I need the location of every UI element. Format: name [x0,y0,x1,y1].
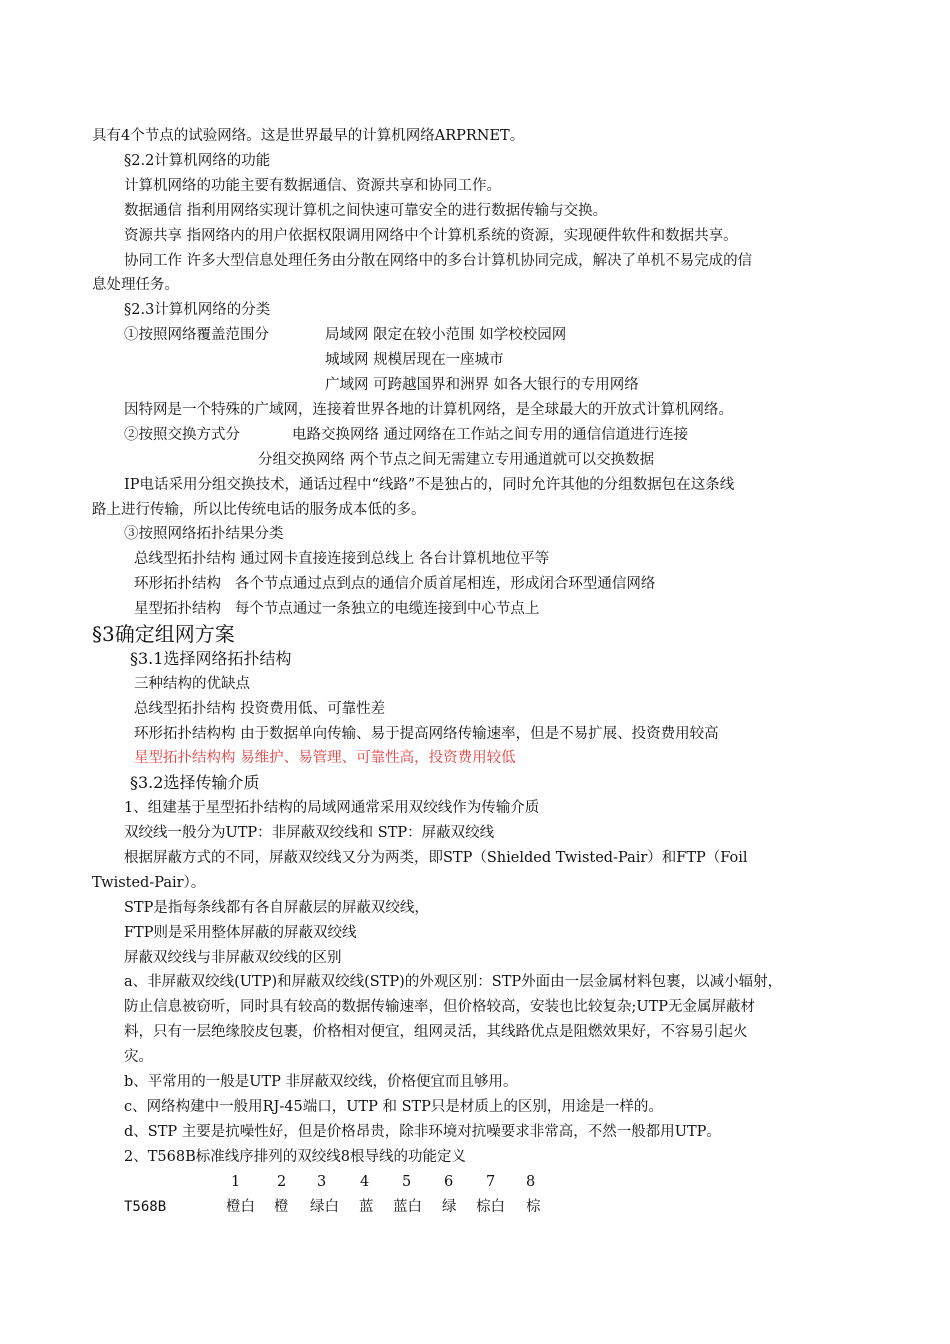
highlighted-text-line: 星型拓扑结构构 易维护、易管理、可靠性高，投资费用较低 [134,750,516,766]
pin-number: 6 [444,1174,454,1190]
text-line: FTP则是采用整体屏蔽的屏蔽双绞线 [124,925,357,941]
text-line: 料，只有一层绝缘胶皮包裹，价格相对便宜，组网灵活，其线路优点是阻燃效果好，不容易引起火 [124,1024,748,1040]
text-line: 三种结构的优缺点 [134,676,250,692]
section-heading: §3.1选择网络拓扑结构 [130,649,292,668]
text-line: 城域网 规模居现在一座城市 [325,352,504,368]
chapter-heading: §3确定组网方案 [92,622,235,646]
wire-color: 蓝 [359,1199,374,1215]
wire-color: 蓝白 [393,1199,422,1215]
section-heading: §2.3计算机网络的分类 [124,302,271,318]
text-line: 因特网是一个特殊的广域网，连接着世界各地的计算机网络，是全球最大的开放式计算机网络。 [124,402,733,418]
text-line: 协同工作 许多大型信息处理任务由分散在网络中的多台计算机协同完成，解决了单机不易完成的信 [124,253,753,269]
text-line: ②按照交换方式分 [124,427,240,443]
text-line: 广域网 可跨越国界和洲界 如各大银行的专用网络 [325,377,639,393]
text-line: 计算机网络的功能主要有数据通信、资源共享和协同工作。 [124,178,501,194]
text-line: 灾。 [124,1049,153,1065]
text-line: 双绞线一般分为UTP：非屏蔽双绞线和 STP：屏蔽双绞线 [124,825,495,841]
pin-number: 3 [317,1174,327,1190]
text-line: ①按照网络覆盖范围分 [124,327,269,343]
text-line: 星型拓扑结构 每个节点通过一条独立的电缆连接到中心节点上 [134,601,540,617]
wire-color: 棕 [526,1199,541,1215]
pin-number: 4 [360,1174,370,1190]
table-row-label: T568B [124,1199,167,1215]
wire-color: 绿 [442,1199,457,1215]
wire-color: 棕白 [476,1199,505,1215]
text-line: b、平常用的一般是UTP 非屏蔽双绞线，价格便宜而且够用。 [124,1074,518,1090]
text-line: 电路交换网络 通过网络在工作站之间专用的通信信道进行连接 [292,427,689,443]
text-line: c、网络构建中一般用RJ-45端口，UTP 和 STP只是材质上的区别，用途是一样的。 [124,1099,663,1115]
text-line: d、STP 主要是抗噪性好，但是价格昂贵，除非环境对抗噪要求非常高，不然一般都用UTP。 [124,1124,721,1140]
text-line: 环形拓扑结构 各个节点通过点到点的通信介质首尾相连，形成闭合环型通信网络 [134,576,656,592]
pin-number: 5 [402,1174,412,1190]
text-line: ③按照网络拓扑结果分类 [124,526,284,542]
text-line: 数据通信 指利用网络实现计算机之间快速可靠安全的进行数据传输与交换。 [124,203,608,219]
pin-number: 1 [231,1174,241,1190]
text-line: 分组交换网络 两个节点之间无需建立专用通道就可以交换数据 [258,452,655,468]
text-line: 2、T568B标准线序排列的双绞线8根导线的功能定义 [124,1149,466,1165]
text-line: 总线型拓扑结构 通过网卡直接连接到总线上 各台计算机地位平等 [134,551,550,567]
text-line: 路上进行传输，所以比传统电话的服务成本低的多。 [92,502,426,518]
text-line: a、非屏蔽双绞线(UTP)和屏蔽双绞线(STP)的外观区别：STP外面由一层金属材料包裹，以减小辐射， [124,974,783,990]
pin-number: 8 [526,1174,536,1190]
wire-color: 绿白 [310,1199,339,1215]
text-line: 环形拓扑结构构 由于数据单向传输、易于提高网络传输速率，但是不易扩展、投资费用较高 [134,726,719,742]
text-line: IP电话采用分组交换技术，通话过程中“线路”不是独占的，同时允许其他的分组数据包在这条线 [124,477,735,493]
text-line: STP是指每条线都有各自屏蔽层的屏蔽双绞线， [124,900,429,916]
text-line: 防止信息被窃听，同时具有较高的数据传输速率，但价格较高，安装也比较复杂;UTP无金属屏蔽材 [124,999,756,1015]
section-heading: §3.2选择传输介质 [130,773,260,792]
text-line: 具有4个节点的试验网络。这是世界最早的计算机网络ARPRNET。 [92,128,525,144]
pin-number: 2 [277,1174,287,1190]
section-heading: §2.2计算机网络的功能 [124,153,271,169]
text-line: 1、组建基于星型拓扑结构的局域网通常采用双绞线作为传输介质 [124,800,540,816]
text-line: 息处理任务。 [92,277,179,293]
text-line: 根据屏蔽方式的不同，屏蔽双绞线又分为两类，即STP（Shielded Twisted-Pair）和FTP（Foil [124,850,748,866]
text-line: Twisted-Pair）。 [92,875,206,891]
text-line: 总线型拓扑结构 投资费用低、可靠性差 [134,701,386,717]
wire-color: 橙 [274,1199,289,1215]
wire-color: 橙白 [226,1199,255,1215]
text-line: 资源共享 指网络内的用户依据权限调用网络中个计算机系统的资源，实现硬件软件和数据共享。 [124,228,738,244]
text-line: 局域网 限定在较小范围 如学校校园网 [325,327,567,343]
pin-number: 7 [486,1174,496,1190]
text-line: 屏蔽双绞线与非屏蔽双绞线的区别 [124,950,342,966]
